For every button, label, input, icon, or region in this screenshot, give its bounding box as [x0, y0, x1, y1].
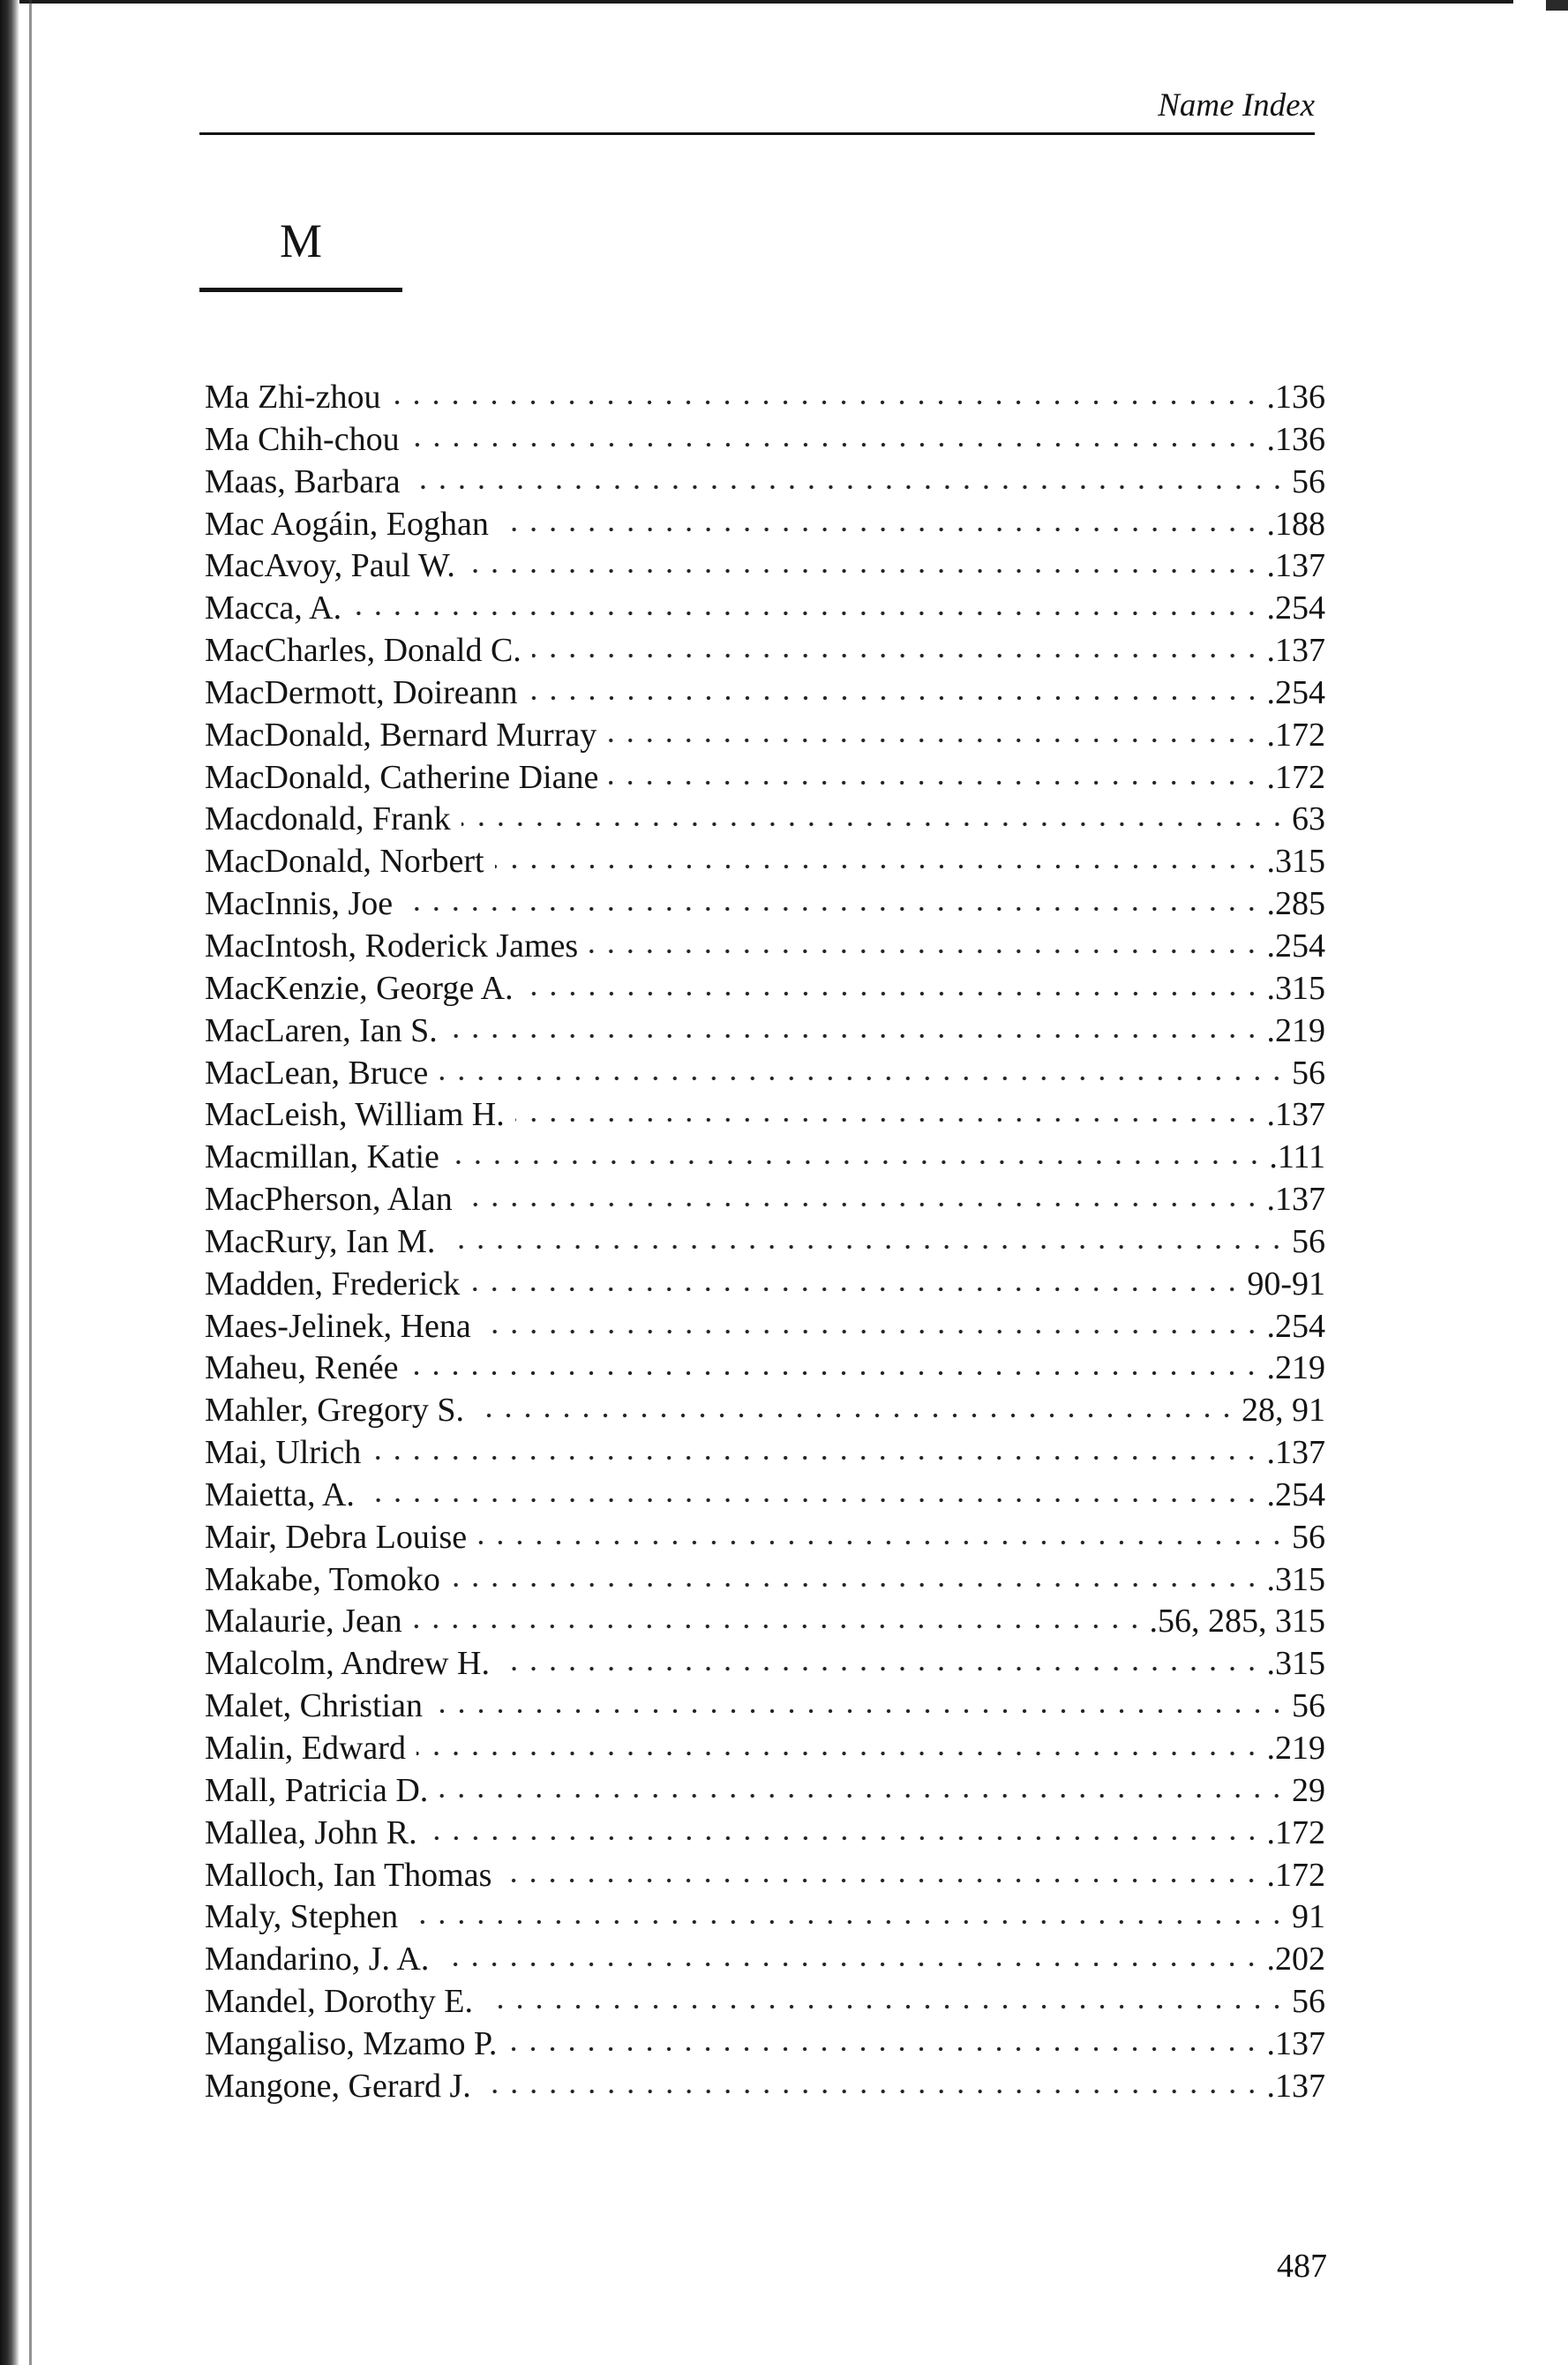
index-entry	[205, 1559, 1325, 1602]
entry-name: MacRury, Ian M.	[205, 1222, 436, 1260]
dot-leader	[529, 675, 1262, 702]
entry-page-refs: .285	[1266, 885, 1325, 923]
entry-name: Maietta, A.	[205, 1475, 355, 1513]
entry-page-refs: .137	[1266, 2067, 1325, 2105]
entry-name: Malcolm, Andrew H.	[205, 1645, 490, 1683]
index-entry	[205, 799, 1325, 841]
page-number: 487	[1277, 2248, 1327, 2285]
entry-page-refs: .254	[1266, 1475, 1325, 1513]
entry-name: Mandarino, J. A.	[205, 1941, 430, 1978]
entry-page-refs: 56	[1292, 462, 1325, 500]
entry-name: MacInnis, Joe	[205, 885, 394, 923]
entry-page-refs: .219	[1266, 1730, 1325, 1767]
entry-page-refs: .315	[1266, 1645, 1325, 1683]
entry-page-refs: 56	[1292, 1054, 1325, 1092]
entry-page-refs: 56	[1292, 1687, 1325, 1725]
dot-leader	[365, 1477, 1262, 1504]
entry-name: MacLeish, William H.	[205, 1096, 505, 1134]
entry-page-refs: .136	[1266, 420, 1325, 458]
entry-name: MacAvoy, Paul W.	[205, 547, 455, 585]
index-entry	[205, 1896, 1325, 1939]
entry-name: MacDermott, Doireann	[205, 673, 518, 711]
index-entry	[205, 462, 1325, 504]
entry-name: Madden, Frederick	[205, 1265, 461, 1303]
dot-leader	[482, 1309, 1262, 1335]
index-entry	[205, 1981, 1325, 2023]
dot-leader	[428, 1815, 1262, 1842]
entry-name: Makabe, Tomoko	[205, 1560, 440, 1598]
entry-name: Macmillan, Katie	[205, 1138, 439, 1176]
entry-name: MacLaren, Ian S.	[205, 1011, 438, 1049]
index-entry	[205, 1686, 1325, 1728]
entry-name: Mallea, John R.	[205, 1813, 417, 1851]
dot-leader	[413, 1603, 1144, 1630]
entry-name: Malloch, Ian Thomas	[205, 1856, 492, 1894]
running-head: Name Index	[1158, 87, 1315, 124]
entry-page-refs: .136	[1266, 379, 1325, 416]
index-entry	[205, 1137, 1325, 1179]
entry-name: Mair, Debra Louise	[205, 1518, 468, 1556]
entry-page-refs: .219	[1266, 1349, 1325, 1387]
dot-leader	[352, 590, 1261, 617]
dot-leader	[502, 1858, 1261, 1884]
dot-leader	[607, 717, 1261, 744]
dot-leader	[463, 1182, 1262, 1208]
index-entry	[205, 1094, 1325, 1137]
dot-leader	[484, 1984, 1287, 2010]
entry-name: Mangaliso, Mzamo P.	[205, 2024, 498, 2062]
entry-page-refs: .202	[1266, 1941, 1325, 1978]
entry-page-refs: .137	[1266, 632, 1325, 670]
entry-page-refs: .172	[1266, 758, 1325, 796]
entry-page-refs: .254	[1266, 927, 1325, 965]
entry-page-refs: 56	[1292, 1983, 1325, 2021]
section-letter-heading: M	[279, 214, 322, 267]
dot-leader	[409, 1350, 1261, 1377]
index-entry	[205, 1517, 1325, 1559]
dot-leader	[439, 1941, 1261, 1968]
dot-leader	[461, 801, 1287, 828]
index-entry	[205, 377, 1325, 419]
index-entry	[205, 841, 1325, 883]
index-entry	[205, 1390, 1325, 1432]
dot-leader	[589, 928, 1261, 955]
index-entry	[205, 419, 1325, 462]
index-entry	[205, 968, 1325, 1010]
index-entry	[205, 630, 1325, 672]
entry-name: MacPherson, Alan	[205, 1181, 453, 1219]
entry-page-refs: 91	[1292, 1898, 1325, 1936]
entry-page-refs: .219	[1266, 1011, 1325, 1049]
dot-leader	[371, 1435, 1261, 1461]
dot-leader	[500, 1646, 1262, 1672]
scan-binding-edge	[0, 0, 19, 2365]
dot-leader	[391, 379, 1261, 406]
dot-leader	[495, 844, 1262, 870]
index-entry	[205, 1306, 1325, 1348]
entry-name: Ma Zhi-zhou	[205, 379, 381, 416]
index-entry	[205, 672, 1325, 715]
entry-page-refs: .137	[1266, 1096, 1325, 1134]
entry-name: Malet, Christian	[205, 1687, 423, 1725]
index-entry	[205, 1728, 1325, 1770]
section-letter-rule	[199, 288, 402, 292]
dot-leader	[448, 1013, 1262, 1040]
header-rule	[199, 132, 1315, 135]
entry-page-refs: .137	[1266, 2024, 1325, 2062]
index-entry	[205, 1601, 1325, 1643]
dot-leader	[507, 2026, 1261, 2053]
dot-leader	[475, 1393, 1236, 1419]
entry-page-refs: .254	[1266, 1307, 1325, 1345]
index-entry	[205, 1432, 1325, 1475]
entry-name: MacLean, Bruce	[205, 1054, 429, 1092]
dot-leader	[466, 548, 1262, 574]
dot-leader	[524, 971, 1262, 997]
entry-page-refs: .188	[1266, 505, 1325, 543]
entry-name: MacIntosh, Roderick James	[205, 927, 579, 965]
entry-name: Ma Chih-chou	[205, 420, 400, 458]
scan-binding-line	[29, 0, 32, 2365]
index-entry	[205, 883, 1325, 926]
index-entry	[205, 2023, 1325, 2066]
dot-leader	[439, 1055, 1287, 1082]
entry-name: Mall, Patricia D.	[205, 1771, 429, 1809]
entry-name: Macdonald, Frank	[205, 800, 451, 838]
entry-name: Mandel, Dorothy E.	[205, 1983, 473, 2021]
dot-leader	[477, 1520, 1287, 1546]
entry-page-refs: .172	[1266, 716, 1325, 754]
index-entry	[205, 1475, 1325, 1517]
entry-name: Malin, Edward	[205, 1730, 406, 1767]
entry-name: Mai, Ulrich	[205, 1434, 362, 1472]
index-entry	[205, 1221, 1325, 1264]
index-entry	[205, 1348, 1325, 1390]
index-entry	[205, 2066, 1325, 2108]
dot-leader	[410, 422, 1262, 448]
index-entry	[205, 504, 1325, 546]
dot-leader	[450, 1139, 1264, 1166]
entry-page-refs: .137	[1266, 547, 1325, 585]
dot-leader	[609, 760, 1261, 786]
entry-name: Mangone, Gerard J.	[205, 2067, 471, 2105]
index-entry	[205, 588, 1325, 630]
entry-page-refs: 29	[1292, 1771, 1325, 1809]
index-entry	[205, 1813, 1325, 1855]
dot-leader	[446, 1224, 1287, 1250]
index-entry	[205, 715, 1325, 757]
index-entry	[205, 1770, 1325, 1813]
entry-page-refs: .254	[1266, 673, 1325, 711]
entry-page-refs: 63	[1292, 800, 1325, 838]
scan-corner-mark	[1546, 0, 1568, 11]
entry-page-refs: .315	[1266, 1560, 1325, 1598]
index-entry	[205, 1939, 1325, 1981]
entry-name: MacCharles, Donald C.	[205, 632, 521, 670]
entry-name: MacDonald, Catherine Diane	[205, 758, 599, 796]
entry-page-refs: .137	[1266, 1434, 1325, 1472]
dot-leader	[433, 1688, 1287, 1715]
index-entry	[205, 1010, 1325, 1053]
entry-name: Maheu, Renée	[205, 1349, 399, 1387]
dot-leader	[451, 1562, 1262, 1588]
entry-page-refs: 56	[1292, 1222, 1325, 1260]
entry-page-refs: .254	[1266, 589, 1325, 627]
entry-name: MacDonald, Norbert	[205, 843, 484, 881]
entry-page-refs: .111	[1269, 1138, 1325, 1176]
index-entry	[205, 545, 1325, 588]
entry-page-refs: 28, 91	[1242, 1392, 1325, 1430]
dot-leader	[499, 507, 1262, 533]
entry-name: Maly, Stephen	[205, 1898, 399, 1936]
entry-name: Mahler, Gregory S.	[205, 1392, 464, 1430]
entry-name: MacDonald, Bernard Murray	[205, 716, 597, 754]
dot-leader	[482, 2068, 1262, 2095]
dot-leader	[532, 633, 1262, 659]
dot-leader	[515, 1097, 1262, 1123]
entry-name: Maas, Barbara	[205, 462, 401, 500]
entry-name: Maes-Jelinek, Hena	[205, 1307, 471, 1345]
index-entry	[205, 757, 1325, 800]
entry-page-refs: .137	[1266, 1181, 1325, 1219]
index-entry	[205, 926, 1325, 968]
index-entry	[205, 1855, 1325, 1897]
name-index-list	[205, 377, 1325, 2108]
entry-page-refs: .172	[1266, 1813, 1325, 1851]
dot-leader	[416, 1731, 1262, 1757]
entry-page-refs: 56	[1292, 1518, 1325, 1556]
index-entry	[205, 1643, 1325, 1686]
entry-name: Mac Aogáin, Eoghan	[205, 505, 489, 543]
index-entry	[205, 1179, 1325, 1221]
entry-page-refs: 90-91	[1247, 1265, 1325, 1303]
dot-leader	[403, 886, 1261, 912]
entry-name: Malaurie, Jean	[205, 1603, 402, 1640]
entry-page-refs: .315	[1266, 843, 1325, 881]
index-entry	[205, 1053, 1325, 1095]
entry-name: MacKenzie, George A.	[205, 969, 514, 1007]
entry-name: Macca, A.	[205, 589, 342, 627]
dot-leader	[411, 464, 1287, 491]
dot-leader	[409, 1899, 1287, 1926]
dot-leader	[439, 1773, 1287, 1799]
entry-page-refs: .315	[1266, 969, 1325, 1007]
dot-leader	[470, 1266, 1242, 1293]
entry-page-refs: .172	[1266, 1856, 1325, 1894]
entry-page-refs: .56, 285, 315	[1149, 1603, 1325, 1640]
scan-top-edge	[0, 0, 1513, 4]
index-entry	[205, 1264, 1325, 1306]
